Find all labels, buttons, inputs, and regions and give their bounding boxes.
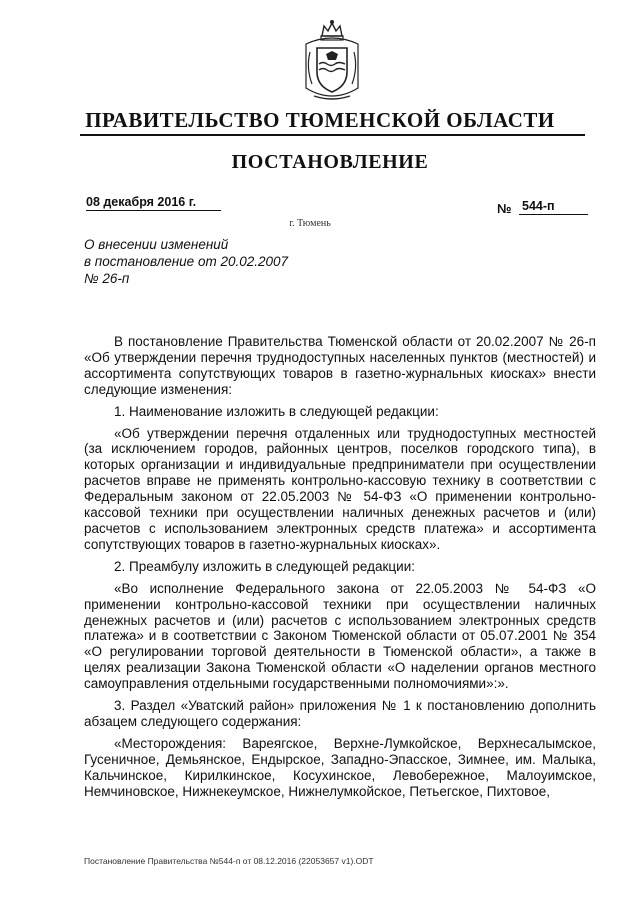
body-paragraph: 2. Преамбулу изложить в следующей редакции: [114, 558, 415, 574]
coat-of-arms-icon [300, 18, 364, 106]
document-date: 08 декабря 2016 г. [86, 195, 221, 211]
subject-line: в постановление от 20.02.2007 [84, 254, 289, 269]
government-title: ПРАВИТЕЛЬСТВО ТЮМЕНСКОЙ ОБЛАСТИ [85, 108, 555, 132]
body-paragraph: 3. Раздел «Уватский район» приложения № 1 к постановлению дополнить абзацем следующего содержания: [84, 698, 596, 729]
number-label: № [497, 201, 512, 216]
document-subject [84, 236, 344, 287]
body-paragraph: «Месторождения: Вареягское, Верхне-Лумкойское, Верхнесалымское, Гусеничное, Демьянское, Ендырское, Западно-Эпасское, Зимнее, им. Малыка, Кальчинское, Кирилкинское, Косухинское, Левобережное, Малоуимское, Немчиновское, Нижнекеумское, Нижнелумкойское, Петьегское, Пихтовое, [84, 735, 596, 799]
document-number: 544-п [519, 199, 588, 215]
subject-line: О внесении изменений [84, 237, 229, 252]
body-paragraph: «Во исполнение Федерального закона от 22.05.2003 № 54-ФЗ «О применении контрольно-кассовой техники при осуществлении наличных денежных расчетов и (или) расчетов с использованием электронных средств платежа» и в соответствии с Законом Тюменской области от 05.07.2001 № 354 «О регулировании торговой деятельности в Тюменской области», а также в целях реализации Закона Тюменской области «О наделении органов местного самоуправления отдельными государственными полномочиями»:». [84, 580, 596, 692]
document-city: г. Тюмень [289, 218, 331, 229]
document-footer: Постановление Правительства №544-п от 08.12.2016 (22053657 v1).ODT [84, 856, 374, 866]
title-divider [80, 134, 585, 136]
body-paragraph: «Об утверждении перечня отдаленных или труднодоступных местностей (за исключением городов, районных центров, поселков городского типа), в которых организации и индивидуальные предприниматели при осуществлении расчетов вправе не применять контрольно-кассовую технику в соответствии с Федеральным законом от 22.05.2003 № 54-ФЗ «О применении контрольно-кассовой техники при осуществлении наличных денежных расчетов и (или) расчетов с использованием электронных средств платежа» и ассортимента сопутствующих товаров в газетно-журнальных киосках». [84, 425, 596, 552]
document-body [84, 334, 596, 805]
document-type: ПОСТАНОВЛЕНИЕ [231, 151, 429, 173]
subject-line: № 26-п [84, 271, 130, 286]
body-paragraph: В постановление Правительства Тюменской области от 20.02.2007 № 26-п «Об утверждении перечня труднодоступных населенных пунктов (местностей) и ассортимента сопутствующих товаров в газетно-журнальных киосках» внести следующие изменения: [84, 334, 596, 397]
body-paragraph: 1. Наименование изложить в следующей редакции: [114, 403, 439, 419]
